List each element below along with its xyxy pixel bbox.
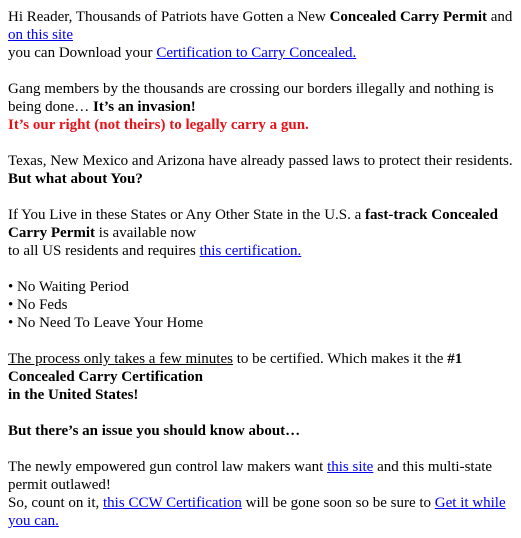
this-site-link[interactable]: this site [327, 459, 374, 475]
list-item: • No Feds [8, 297, 68, 313]
process-underlined-text: The process only [8, 351, 115, 367]
few-minutes-underlined-text: takes a few minutes [114, 351, 233, 367]
invasion-bold: It’s an invasion! [92, 99, 196, 115]
count-on-it-text: So, count on it, [8, 495, 104, 511]
concealed-carry-permit-bold: Concealed Carry Permit [329, 9, 488, 25]
intro-paragraph [8, 8, 513, 62]
if-you-live-text: If You Live in these States or Any Other State in the U.S. a [8, 207, 366, 223]
benefits-list [8, 278, 513, 332]
get-it-link[interactable]: Get it while you can. [8, 495, 506, 529]
outlawed-text: and this multi-state permit outlawed! [8, 459, 493, 493]
this-certification-link[interactable]: this certification. [199, 243, 302, 259]
certified-text: to be certified. Which makes it the [232, 351, 448, 367]
outlawed-paragraph [8, 458, 513, 530]
on-this-site-link[interactable]: on this site [8, 27, 74, 43]
all-us-residents-text: to all US residents and requires [8, 243, 200, 259]
our-right-red-text: It’s our right (not theirs) to legally carry a gun. [8, 117, 309, 133]
law-makers-text: The newly empowered gun control law makers want [8, 459, 328, 475]
issue-paragraph [8, 422, 513, 440]
gone-soon-text: will be gone soon so be sure to [241, 495, 435, 511]
fast-track-paragraph [8, 206, 513, 260]
united-states-bold: in the United States! [8, 387, 139, 403]
certification-to-carry-link[interactable]: Certification to Carry Concealed. [156, 45, 357, 61]
list-item: • No Waiting Period [8, 279, 129, 295]
download-text: you can Download your [8, 45, 157, 61]
invasion-paragraph [8, 80, 513, 134]
fast-track-bold: fast-track Concealed Carry Permit [8, 207, 498, 241]
states-paragraph [8, 152, 513, 188]
what-about-you-bold: But what about You? [8, 171, 143, 187]
states-text: Texas, New Mexico and Arizona have already passed laws to protect their residents. [8, 153, 513, 169]
list-item: • No Need To Leave Your Home [8, 315, 204, 331]
process-paragraph [8, 350, 513, 404]
ccw-certification-link[interactable]: this CCW Certification [103, 495, 242, 511]
number-one-bold: #1 Concealed Carry Certification [8, 351, 463, 385]
issue-bold: But there’s an issue you should know about… [8, 423, 301, 439]
available-now-text: is available now [95, 225, 197, 241]
and-text: and [487, 9, 513, 25]
intro-greeting: Hi Reader, Thousands of Patriots have Gotten a New [8, 9, 330, 25]
gang-members-text: Gang members by the thousands are crossing our borders illegally and nothing is being done… [8, 81, 494, 115]
